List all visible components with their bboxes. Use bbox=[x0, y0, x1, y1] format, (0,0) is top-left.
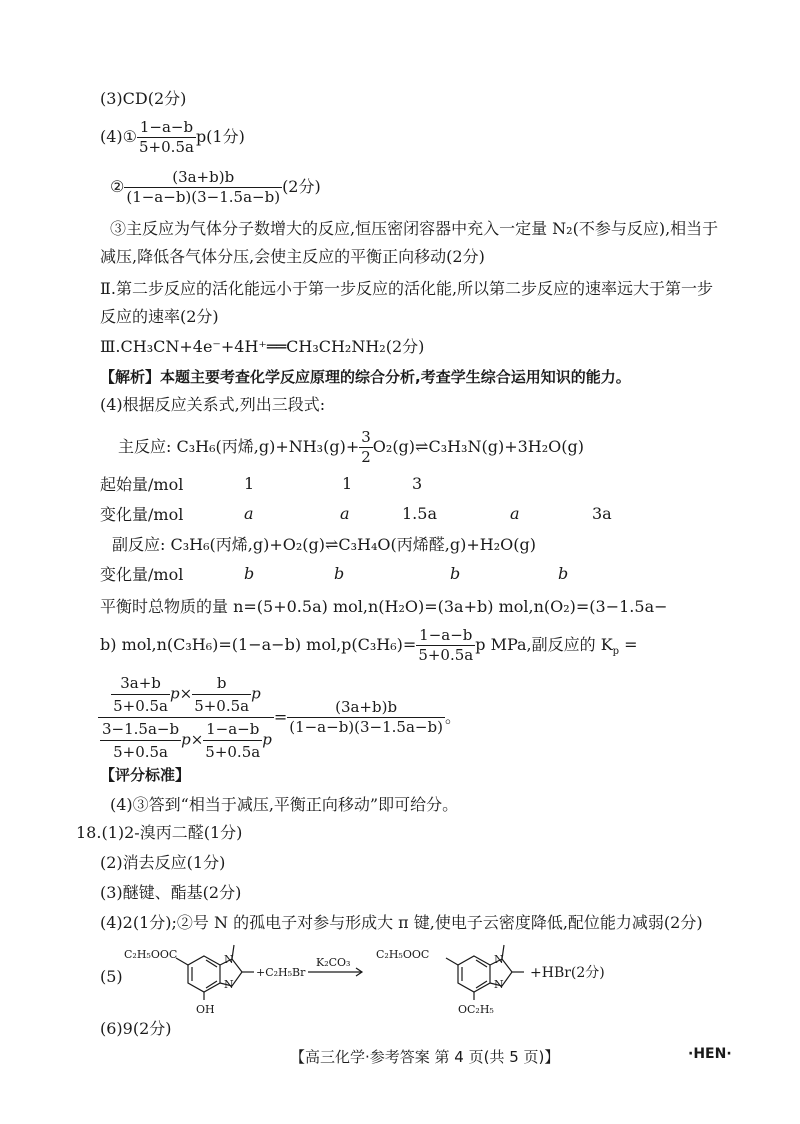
pressure-symbol: p bbox=[181, 730, 191, 749]
numerator: b bbox=[192, 672, 251, 695]
main-reaction bbox=[118, 428, 584, 467]
change-label: 变化量/mol bbox=[100, 505, 184, 524]
nitrogen-atom: N bbox=[224, 978, 234, 991]
denominator: 2 bbox=[361, 448, 371, 466]
denominator: 5+0.5a bbox=[418, 646, 474, 664]
side-reaction: 副反应: C₃H₆(丙烯,g)+O₂(g)⇌C₃H₄O(丙烯醛,g)+H₂O(g) bbox=[112, 535, 536, 554]
answer-4-2-suffix: (2分) bbox=[282, 177, 321, 196]
q18-answer-2: (2)消去反应(1分) bbox=[100, 853, 226, 872]
numerator: (3a+b)b bbox=[124, 168, 282, 188]
nitrogen-atom: N bbox=[494, 978, 504, 991]
q18-answer-6: (6)9(2分) bbox=[100, 1019, 172, 1038]
fraction bbox=[124, 168, 282, 207]
fraction bbox=[416, 626, 475, 665]
product-hbr: +HBr(2分) bbox=[530, 965, 605, 981]
answer-3: (3)CD(2分) bbox=[100, 89, 187, 108]
change-value: 1.5a bbox=[402, 504, 437, 523]
analysis-intro: (4)根据反应关系式,列出三段式: bbox=[100, 395, 326, 414]
benzene-ring bbox=[188, 956, 220, 992]
denominator: 5+0.5a bbox=[194, 697, 250, 715]
nitrogen-atom: N bbox=[494, 953, 504, 966]
fraction bbox=[100, 718, 181, 763]
numerator: 3−1.5a−b bbox=[100, 718, 181, 741]
change-value: a bbox=[510, 504, 520, 523]
change-value: a bbox=[340, 504, 350, 523]
equilibrium-line1: 平衡时总物质的量 n=(5+0.5a) mol,n(H₂O)=(3a+b) mol,n(O₂)=(3−1.5a− bbox=[100, 597, 668, 616]
side-change-value: b bbox=[558, 564, 569, 583]
fraction bbox=[203, 718, 262, 763]
kp-compound-fraction bbox=[98, 672, 274, 763]
main-reaction-tail: O₂(g)⇌C₃H₃N(g)+3H₂O(g) bbox=[372, 437, 584, 456]
equilibrium-line2 bbox=[100, 626, 638, 665]
equilibrium-line2-end: = bbox=[619, 635, 638, 654]
fraction bbox=[111, 672, 170, 717]
answer-III: Ⅲ.CH₃CN+4e⁻+4H⁺══CH₃CH₂NH₂(2分) bbox=[100, 337, 425, 356]
kp-subscript: p bbox=[612, 646, 620, 658]
denominator: 5+0.5a bbox=[113, 743, 168, 761]
equilibrium-line2-suffix: p MPa,副反应的 K bbox=[475, 635, 613, 654]
answer-II-line2: 反应的速率(2分) bbox=[100, 307, 219, 326]
start-value: 1 bbox=[244, 474, 255, 493]
ethoxy-group: OC₂H₅ bbox=[458, 1003, 494, 1016]
q18-answer-4: (4)2(1分);②号 N 的孤电子对参与形成大 π 键,使电子云密度降低,配位能力减弱(2分) bbox=[100, 913, 703, 932]
numerator: 1−a−b bbox=[416, 626, 475, 646]
kp-expression bbox=[98, 672, 461, 763]
document-code: ·HEN· bbox=[688, 1046, 732, 1062]
page-footer: 【高三化学·参考答案 第 4 页(共 5 页)】 bbox=[290, 1048, 560, 1066]
start-value: 1 bbox=[342, 474, 353, 493]
kp-bottom bbox=[98, 718, 274, 763]
answer-4-1-suffix: p(1分) bbox=[195, 127, 245, 146]
grading-line: (4)③答到“相当于减压,平衡正向移动”即可给分。 bbox=[110, 795, 459, 814]
benzene-ring bbox=[458, 956, 490, 992]
answer-4-1 bbox=[100, 118, 245, 157]
answer-4-3-line2: 减压,降低各气体分压,会使主反应的平衡正向移动(2分) bbox=[100, 247, 485, 266]
denominator: 5+0.5a bbox=[113, 697, 168, 715]
start-label: 起始量/mol bbox=[100, 475, 184, 494]
nitrogen-atom: N bbox=[224, 953, 234, 966]
hydroxyl-group: OH bbox=[196, 1003, 215, 1016]
kp-result-fraction bbox=[287, 698, 445, 737]
times-symbol: × bbox=[190, 730, 204, 749]
q18-answer-3: (3)醚键、酯基(2分) bbox=[100, 883, 242, 902]
start-value: 3 bbox=[412, 474, 423, 493]
answer-4-2 bbox=[110, 168, 321, 207]
answer-4-1-prefix: (4)① bbox=[100, 127, 138, 146]
numerator: 3a+b bbox=[111, 672, 170, 695]
fraction bbox=[137, 118, 196, 157]
times-symbol: × bbox=[179, 684, 193, 703]
denominator: 5+0.5a bbox=[205, 743, 261, 761]
denominator: 5+0.5a bbox=[139, 138, 194, 156]
catalyst: K₂CO₃ bbox=[316, 956, 351, 969]
numerator: (3a+b)b bbox=[287, 698, 445, 718]
main-reaction-text: 主反应: C₃H₆(丙烯,g)+NH₃(g)+ bbox=[118, 437, 360, 456]
answer-4-3-line1: ③主反应为气体分子数增大的反应,恒压密闭容器中充入一定量 N₂(不参与反应),相当于 bbox=[110, 219, 719, 238]
period: 。 bbox=[444, 707, 461, 727]
equals-sign: = bbox=[273, 707, 288, 727]
q18-answer-1: 18.(1)2-溴丙二醛(1分) bbox=[76, 823, 243, 842]
q18-answer-5-label: (5) bbox=[100, 967, 123, 986]
numerator: 3 bbox=[361, 428, 371, 446]
pressure-symbol: p bbox=[262, 730, 272, 749]
grading-header: 【评分标准】 bbox=[100, 766, 191, 784]
reaction-scheme bbox=[120, 934, 740, 1034]
side-change-value: b bbox=[334, 564, 345, 583]
denominator: (1−a−b)(3−1.5a−b) bbox=[126, 188, 281, 206]
fraction bbox=[192, 672, 251, 717]
ethyl-bromide: +C₂H₅Br bbox=[256, 966, 306, 979]
ester-group-product: C₂H₅OOC bbox=[376, 948, 430, 961]
answer-II-line1: Ⅱ.第二步反应的活化能远小于第一步反应的活化能,所以第二步反应的速率远大于第一步 bbox=[100, 279, 714, 298]
numerator: 1−a−b bbox=[203, 718, 262, 741]
denominator: (1−a−b)(3−1.5a−b) bbox=[289, 718, 443, 736]
side-change-value: b bbox=[450, 564, 461, 583]
pressure-symbol: p bbox=[170, 684, 180, 703]
change-value: 3a bbox=[592, 504, 612, 523]
kp-top bbox=[98, 672, 274, 718]
answer-4-2-prefix: ② bbox=[110, 177, 125, 196]
side-change-label: 变化量/mol bbox=[100, 565, 184, 584]
ester-group-reactant: C₂H₅OOC bbox=[124, 948, 178, 961]
analysis-header: 【解析】本题主要考查化学反应原理的综合分析,考查学生综合运用知识的能力。 bbox=[100, 368, 631, 386]
pressure-symbol: p bbox=[251, 684, 261, 703]
side-change-value: b bbox=[244, 564, 255, 583]
fraction bbox=[359, 428, 373, 467]
numerator: 1−a−b bbox=[137, 118, 196, 138]
equilibrium-line2-prefix: b) mol,n(C₃H₆)=(1−a−b) mol,p(C₃H₆)= bbox=[100, 635, 417, 654]
change-value: a bbox=[244, 504, 254, 523]
